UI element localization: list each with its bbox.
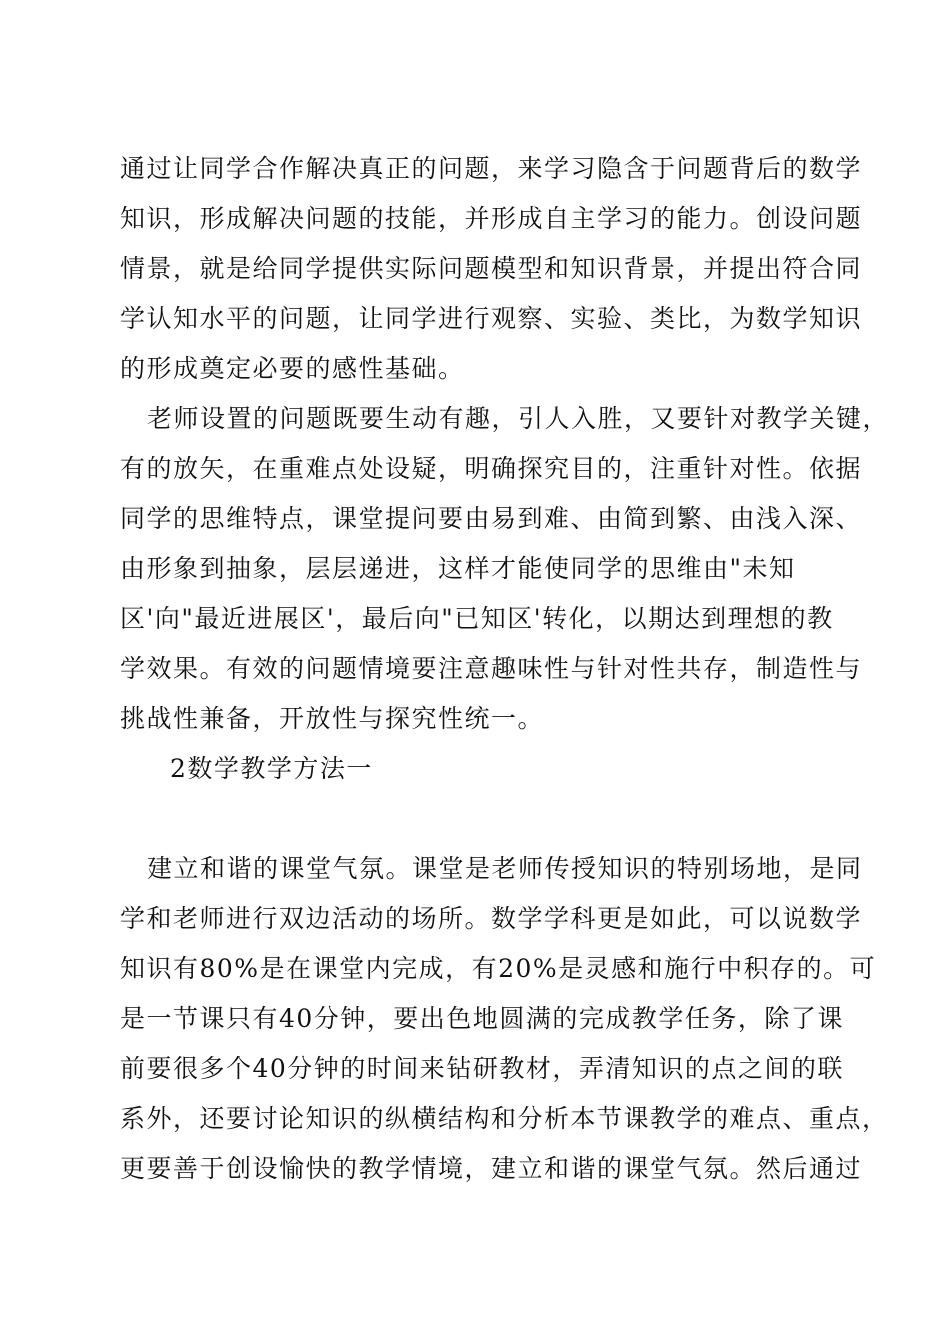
text-line: 同学的思维特点，课堂提问要由易到难、由简到繁、由浅入深、	[120, 504, 863, 533]
text-line: 学效果。有效的问题情境要注意趣味性与针对性共存，制造性与	[120, 654, 863, 683]
text-line: 有的放矢，在重难点处设疑，明确探究目的，注重针对性。依据	[120, 454, 863, 483]
text-line: 由形象到抽象，层层递进，这样才能使同学的思维由"未知	[120, 554, 796, 583]
text-line: 建立和谐的课堂气氛。课堂是老师传授知识的特别场地，是同	[147, 854, 863, 883]
text-line: 更要善于创设愉快的教学情境，建立和谐的课堂气氛。然后通过	[120, 1154, 863, 1183]
section-heading: 2数学教学方法一	[170, 754, 373, 783]
text-line: 情景，就是给同学提供实际问题模型和知识背景，并提出符合同	[120, 254, 863, 283]
text-line: 知识，形成解决问题的技能，并形成自主学习的能力。创设问题	[120, 204, 863, 233]
text-line: 挑战性兼备，开放性与探究性统一。	[120, 704, 545, 733]
text-line: 学和老师进行双边活动的场所。数学学科更是如此，可以说数学	[120, 904, 863, 933]
text-line: 是一节课只有40分钟，要出色地圆满的完成教学任务，除了课	[120, 1004, 844, 1033]
text-line: 的形成奠定必要的感性基础。	[120, 354, 465, 383]
text-line: 老师设置的问题既要生动有趣，引人入胜，又要针对教学关键，	[147, 404, 890, 433]
text-line: 前要很多个40分钟的时间来钻研教材，弄清知识的点之间的联	[120, 1054, 844, 1083]
text-line: 区'向"最近进展区'，最后向"已知区'转化，以期达到理想的教	[120, 604, 834, 633]
text-line: 知识有80%是在课堂内完成，有20%是灵感和施行中积存的。可	[120, 954, 877, 983]
text-line: 通过让同学合作解决真正的问题，来学习隐含于问题背后的数学	[120, 154, 863, 183]
text-line: 学认知水平的问题，让同学进行观察、实验、类比，为数学知识	[120, 304, 863, 333]
text-line: 系外，还要讨论知识的纵横结构和分析本节课教学的难点、重点，	[120, 1104, 889, 1133]
